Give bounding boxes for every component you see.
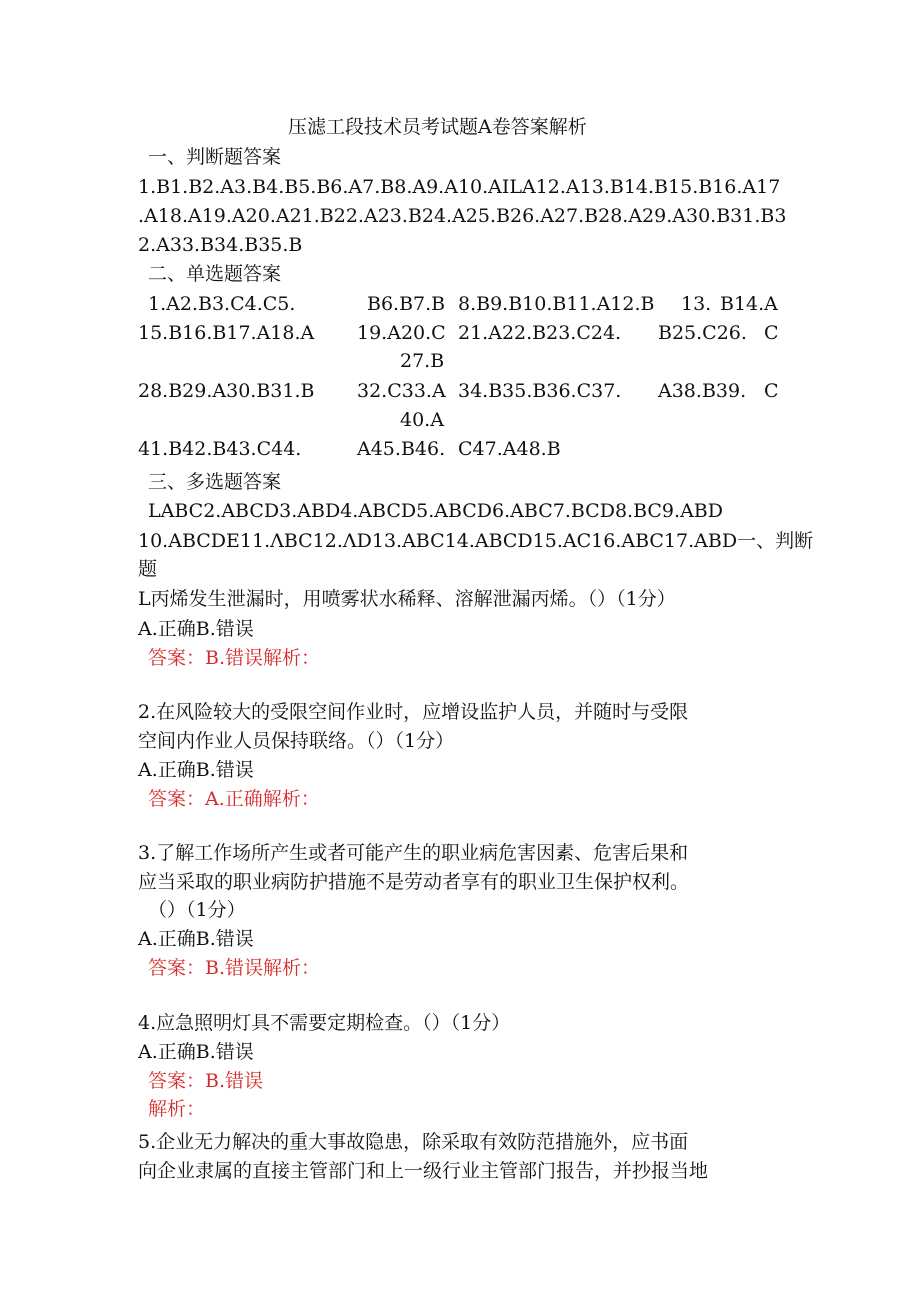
question-2-options: A.正确B.错误 — [138, 759, 254, 781]
single-cell: 40.A — [400, 409, 444, 431]
question-3-options: A.正确B.错误 — [138, 928, 254, 950]
multi-answers-line-3: 题 — [138, 558, 158, 580]
question-3-answer: 答案：B.错误解析： — [148, 957, 321, 979]
single-cell: C — [764, 322, 779, 344]
question-4: 4.应急照明灯具不需要定期检查。（）（1分） — [138, 1012, 511, 1034]
question-2-line-1: 2.在风险较大的受限空间作业时，应增设监护人员，并随时与受限 — [138, 701, 689, 723]
single-cell: A45.B46. — [357, 438, 446, 460]
question-2-answer: 答案：A.正确解析： — [148, 788, 320, 810]
single-cell: 1.A2.B3.C4.C5. — [148, 293, 296, 315]
question-5-line-1: 5.企业无力解决的重大事故隐患，除采取有效防范措施外，应书面 — [138, 1131, 689, 1153]
multi-heading: 三、多选题答案 — [148, 471, 282, 493]
single-cell: B6.B7.B — [367, 293, 446, 315]
single-cell: 27.B — [400, 350, 445, 372]
judge-answers-line-2: .A18.A19.A20.A21.B22.A23.B24.A25.B26.A27.B28.A29.A30.B31.B3 — [138, 205, 787, 227]
single-cell: 32.C33.A — [357, 380, 446, 402]
single-heading: 二、单选题答案 — [148, 263, 282, 285]
judge-answers-line-3: 2.A33.B34.B35.B — [138, 234, 303, 256]
single-cell: 13. — [681, 293, 712, 315]
page-title: 压滤工段技术员考试题A卷答案解析 — [288, 116, 587, 138]
question-3-line-3: （）（1分） — [148, 899, 246, 921]
multi-answers-line-2: 10.ABCDE11.ΛBC12.ΛD13.ABC14.ABCD15.AC16.ABC17.ABD一、判断 — [138, 530, 814, 552]
question-1-options: A.正确B.错误 — [138, 618, 254, 640]
question-4-answer: 答案：B.错误 — [148, 1070, 264, 1092]
judge-heading: 一、判断题答案 — [148, 146, 282, 168]
multi-answers-line-1: LABC2.ABCD3.ABD4.ABCD5.ABCD6.ABC7.BCD8.BC9.ABD — [148, 500, 723, 522]
single-cell: C47.A48.B — [458, 438, 561, 460]
single-cell: 34.B35.B36.C37. — [458, 380, 622, 402]
single-cell: 28.B29.A30.B31.B — [138, 380, 315, 402]
single-cell: 21.A22.B23.C24. — [458, 322, 622, 344]
judge-answers-line-1: 1.B1.B2.A3.B4.B5.B6.A7.B8.A9.A10.AILA12.A13.B14.B15.B16.A17 — [138, 176, 781, 198]
question-5-line-2: 向企业隶属的直接主管部门和上一级行业主管部门报告，并抄报当地 — [138, 1160, 709, 1182]
single-cell: 19.A20.C — [357, 322, 446, 344]
single-cell: 41.B42.B43.C44. — [138, 438, 302, 460]
question-3-line-2: 应当采取的职业病防护措施不是劳动者享有的职业卫生保护权利。 — [138, 871, 690, 893]
question-1: L丙烯发生泄漏时，用喷雾状水稀释、溶解泄漏丙烯。（）（1分） — [138, 588, 676, 610]
question-3-line-1: 3.了解工作场所产生或者可能产生的职业病危害因素、危害后果和 — [138, 842, 689, 864]
single-cell: A38.B39. — [658, 380, 747, 402]
question-4-options: A.正确B.错误 — [138, 1041, 254, 1063]
single-cell: 15.B16.B17.A18.A — [138, 322, 315, 344]
single-cell: 8.B9.B10.B11.A12.B — [458, 293, 655, 315]
single-cell: C — [764, 380, 779, 402]
question-2-line-2: 空间内作业人员保持联络。（）（1分） — [138, 730, 455, 752]
question-1-answer: 答案：B.错误解析： — [148, 647, 321, 669]
single-cell: B14.A — [720, 293, 778, 315]
question-4-analysis: 解析： — [148, 1098, 206, 1120]
single-cell: B25.C26. — [658, 322, 747, 344]
